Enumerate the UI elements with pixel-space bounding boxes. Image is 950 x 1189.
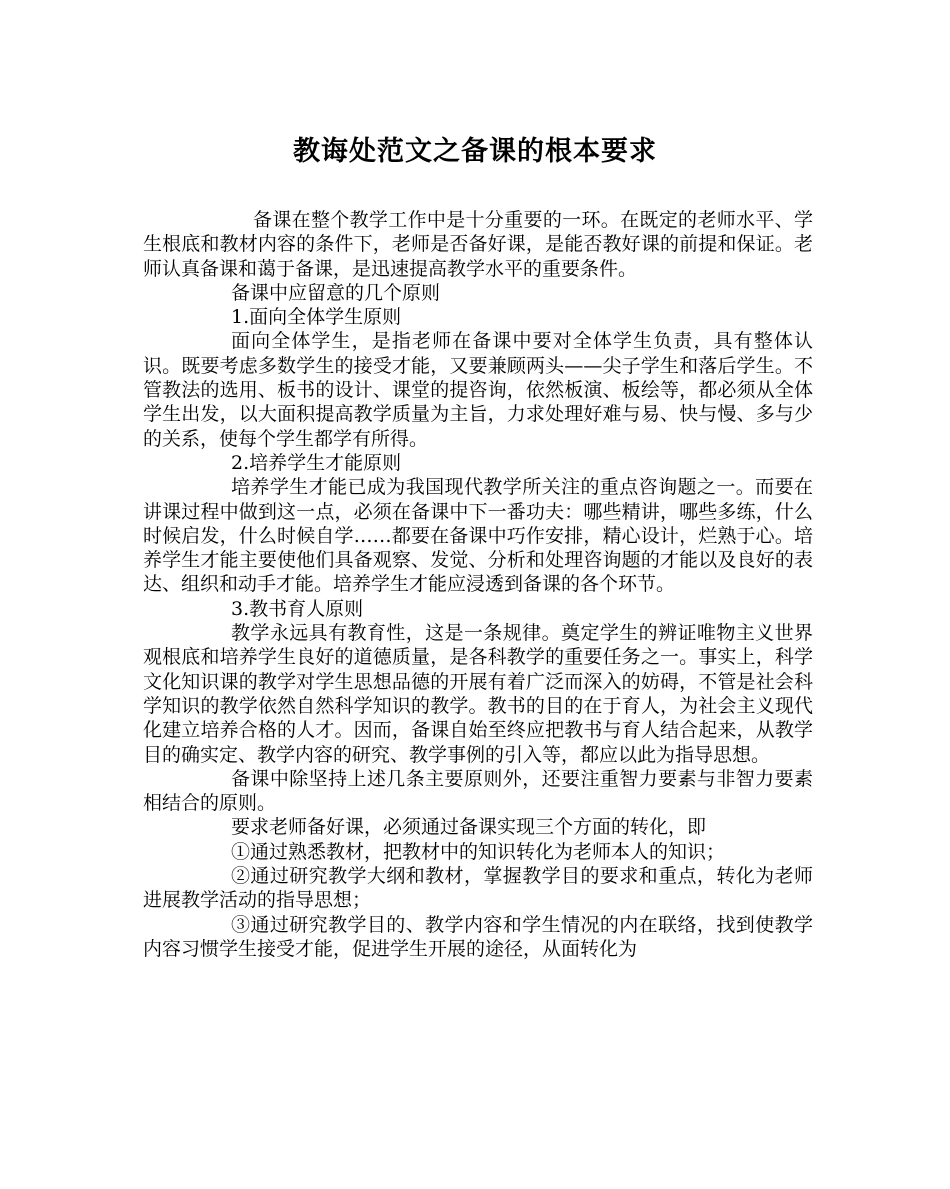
paragraph-intro: 备课在整个教学工作中是十分重要的一环。在既定的老师水平、学生根底和教材内容的条件下，老师是否备好课，是能否教好课的前提和保证。老师认真备课和蔼于备课，是迅速提高教学水平的重要条件。 — [143, 209, 813, 280]
paragraph-principle-3: 教学永远具有教育性，这是一条规律。奠定学生的辨证唯物主义世界观根底和培养学生良好的道德质量，是各科教学的重要任务之一。事实上，科学文化知识课的教学对学生思想品德的开展有着广泛而深入的妨碍，不管是社会科学知识的教学依然自然科学知识的教学。教书的目的在于育人，为社会主义现代化建立培养合格的人才。因而，备课自始至终应把教书与育人结合起来，从教学目的确实定、教学内容的研究、教学事例的引入等，都应以此为指导思想。 — [143, 622, 813, 766]
document-title: 教诲处范文之备课的根本要求 — [293, 136, 657, 167]
principle-heading-3: 3.教书育人原则 — [231, 597, 364, 620]
principle-heading-2: 2.培养学生才能原则 — [231, 451, 402, 474]
paragraph-three-conversions: 要求老师备好课，必须通过备课实现三个方面的转化，即 — [231, 816, 707, 839]
paragraph-additional-principle: 备课中除坚持上述几条主要原则外，还要注重智力要素与非智力要素相结合的原则。 — [143, 767, 813, 815]
paragraph-principle-2: 培养学生才能已成为我国现代教学所关注的重点咨询题之一。而要在讲课过程中做到这一点，必须在备课中下一番功夫：哪些精讲，哪些多练，什么时候启发，什么时候自学……都要在备课中巧作安排，精心设计，烂熟于心。培养学生才能主要使他们具备观察、发觉、分析和处理咨询题的才能以及良好的表达、组织和动手才能。培养学生才能应浸透到备课的各个环节。 — [143, 476, 813, 596]
list-item-conversion-3: ③通过研究教学目的、教学内容和学生情况的内在联络，找到使教学内容习惯学生接受才能，促进学生开展的途径，从面转化为 — [143, 913, 813, 960]
section-heading-principles: 备课中应留意的几个原则 — [231, 281, 441, 304]
list-item-conversion-2: ②通过研究教学大纲和教材，掌握教学目的要求和重点，转化为老师进展教学活动的指导思想； — [143, 865, 813, 912]
document-body — [143, 208, 813, 961]
paragraph-principle-1: 面向全体学生，是指老师在备课中要对全体学生负责，具有整体认识。既要考虑多数学生的接受才能，又要兼顾两头——尖子学生和落后学生。不管教法的选用、板书的设计、课堂的提咨询，依然板演、板绘等，都必须从全体学生出发，以大面积提高教学质量为主旨，力求处理好难与易、快与慢、多与少的关系，使每个学生都学有所得。 — [143, 330, 813, 450]
principle-heading-1: 1.面向全体学生原则 — [231, 306, 402, 329]
list-item-conversion-1: ①通过熟悉教材，把教材中的知识转化为老师本人的知识； — [231, 840, 726, 863]
